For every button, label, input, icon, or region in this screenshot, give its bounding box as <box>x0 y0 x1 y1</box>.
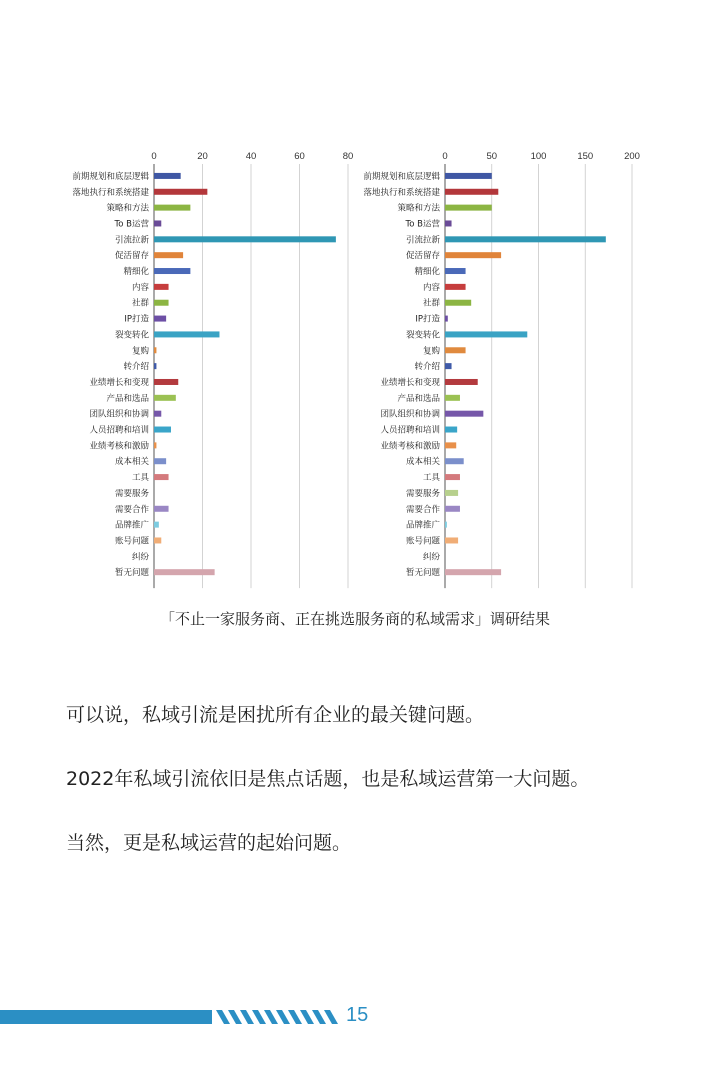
category-label: 引流拉新 <box>114 235 149 246</box>
category-label: 纠纷 <box>131 552 149 563</box>
category-label: 品牌推广 <box>405 520 440 531</box>
footer-bar <box>0 1010 212 1024</box>
category-label: 人员招聘和培训 <box>89 425 149 436</box>
x-tick-label: 200 <box>624 151 640 162</box>
category-label: 业绩考核和激励 <box>89 441 149 452</box>
bar <box>154 316 166 322</box>
bar <box>445 252 501 258</box>
chart-1 <box>72 151 353 588</box>
x-tick-label: 20 <box>197 151 208 162</box>
bar <box>445 331 527 337</box>
bar <box>445 268 466 274</box>
bar <box>154 284 169 290</box>
category-label: 需要服务 <box>114 488 149 499</box>
bar <box>445 284 466 290</box>
category-label: To B运营 <box>114 219 149 230</box>
bar <box>154 363 156 369</box>
category-label: 产品和选品 <box>397 393 440 404</box>
bar <box>154 379 178 385</box>
paragraph-1: 可以说，私域引流是困扰所有企业的最关键问题。 <box>66 704 485 726</box>
bar <box>154 347 156 353</box>
category-label: 复购 <box>422 346 440 357</box>
category-label: 前期规划和底层逻辑 <box>363 171 440 182</box>
category-label: 纠纷 <box>422 552 440 563</box>
category-label: 社群 <box>131 298 149 309</box>
bar <box>154 205 190 211</box>
bar <box>154 427 171 433</box>
x-tick-label: 60 <box>294 151 305 162</box>
bar <box>154 411 161 417</box>
bar <box>445 474 460 480</box>
category-label: 需要合作 <box>114 504 149 515</box>
category-label: 转介绍 <box>123 362 149 373</box>
bar <box>154 537 161 543</box>
bar <box>445 537 458 543</box>
x-tick-label: 0 <box>151 151 157 162</box>
category-label: 暂无问题 <box>405 568 440 579</box>
paragraph-2: 2022年私域引流依旧是焦点话题，也是私域运营第一大问题。 <box>66 768 590 790</box>
bar <box>154 506 169 512</box>
bar <box>445 395 460 401</box>
category-label: 促活留存 <box>405 251 440 262</box>
chart-2 <box>363 151 639 588</box>
category-label: 账号问题 <box>114 536 149 547</box>
category-label: 复购 <box>131 346 149 357</box>
x-tick-label: 150 <box>577 151 594 162</box>
bar <box>154 173 181 179</box>
category-label: 需要合作 <box>405 504 440 515</box>
bar <box>154 442 156 448</box>
category-label: 精细化 <box>123 267 149 278</box>
category-label: 暂无问题 <box>114 568 149 579</box>
category-label: 工具 <box>422 473 440 484</box>
bar <box>154 236 336 242</box>
bar <box>445 189 498 195</box>
bar <box>154 189 207 195</box>
category-label: 品牌推广 <box>114 520 149 531</box>
bar <box>445 316 448 322</box>
category-label: 团队组织和协调 <box>380 409 440 420</box>
bar <box>445 363 452 369</box>
category-label: To B运营 <box>405 219 440 230</box>
category-label: 裂变转化 <box>114 330 149 341</box>
category-label: 产品和选品 <box>106 393 149 404</box>
bar <box>445 236 606 242</box>
chart-caption: 「不止一家服务商、正在挑选服务商的私域需求」调研结果 <box>159 610 550 628</box>
x-tick-label: 0 <box>442 151 448 162</box>
x-tick-label: 40 <box>245 151 257 162</box>
category-label: 业绩考核和激励 <box>380 441 440 452</box>
category-label: 促活留存 <box>114 251 149 262</box>
bar <box>445 458 464 464</box>
bar <box>445 379 478 385</box>
category-label: 业绩增长和变现 <box>89 377 149 388</box>
bar <box>445 411 483 417</box>
category-label: 团队组织和协调 <box>89 409 149 420</box>
bar <box>154 331 219 337</box>
bar <box>154 395 176 401</box>
category-label: 精细化 <box>414 267 440 278</box>
page-number: 15 <box>346 1004 369 1026</box>
category-label: 前期规划和底层逻辑 <box>72 171 149 182</box>
category-label: 内容 <box>422 282 440 293</box>
bar <box>445 220 452 226</box>
bar <box>445 569 501 575</box>
category-label: IP打造 <box>124 314 149 325</box>
bar <box>154 252 183 258</box>
paragraph-3: 当然，更是私域运营的起始问题。 <box>66 832 352 854</box>
category-label: 业绩增长和变现 <box>380 377 440 388</box>
category-label: 引流拉新 <box>405 235 440 246</box>
category-label: 人员招聘和培训 <box>380 425 440 436</box>
footer-stripes-icon <box>216 1010 340 1024</box>
bar <box>154 569 215 575</box>
bar <box>445 522 447 528</box>
x-tick-label: 80 <box>342 151 354 162</box>
category-label: 策略和方法 <box>106 203 149 214</box>
category-label: 转介绍 <box>414 362 440 373</box>
category-label: 工具 <box>131 473 149 484</box>
category-label: 落地执行和系统搭建 <box>363 187 440 198</box>
category-label: 社群 <box>422 298 440 309</box>
bar <box>445 442 456 448</box>
category-label: 成本相关 <box>405 457 440 468</box>
x-tick-label: 100 <box>530 151 547 162</box>
x-tick-label: 50 <box>486 151 498 162</box>
category-label: IP打造 <box>415 314 440 325</box>
bar <box>154 268 190 274</box>
bar <box>154 522 159 528</box>
category-label: 账号问题 <box>405 536 440 547</box>
bar <box>445 506 460 512</box>
category-label: 需要服务 <box>405 488 440 499</box>
bar <box>445 205 492 211</box>
category-label: 内容 <box>131 282 149 293</box>
category-label: 裂变转化 <box>405 330 440 341</box>
bar <box>154 474 169 480</box>
bar <box>445 347 466 353</box>
bar <box>154 220 161 226</box>
category-label: 落地执行和系统搭建 <box>72 187 149 198</box>
bar <box>154 458 166 464</box>
category-label: 策略和方法 <box>397 203 440 214</box>
category-label: 成本相关 <box>114 457 149 468</box>
bar <box>445 490 458 496</box>
bar <box>445 427 457 433</box>
bar <box>445 300 471 306</box>
bar <box>445 173 492 179</box>
bar <box>154 300 169 306</box>
